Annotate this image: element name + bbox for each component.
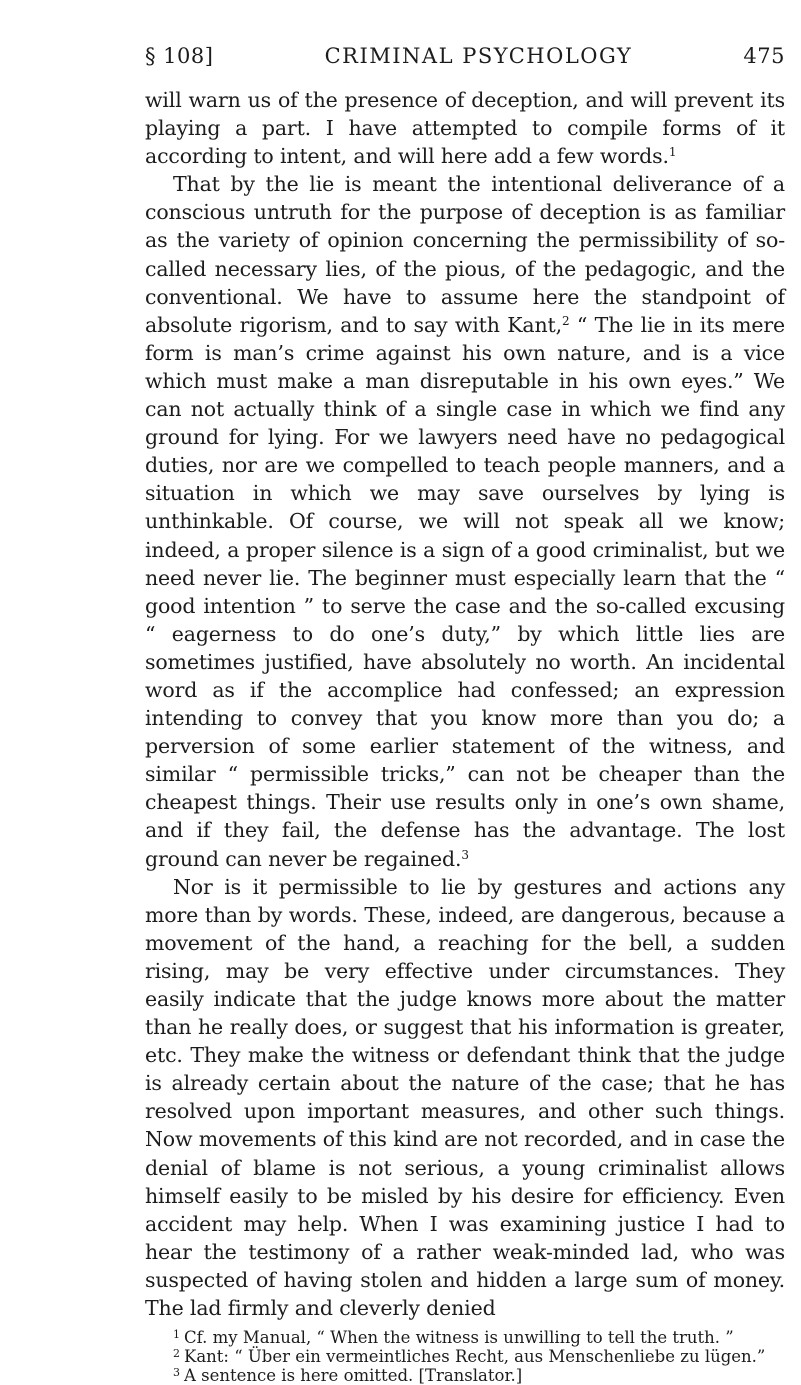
running-header bbox=[145, 44, 785, 68]
footnote bbox=[173, 1366, 785, 1385]
footnote-text: Kant: “ Über ein vermeintliches Recht, aus Menschenliebe zu lügen.” bbox=[184, 1347, 766, 1367]
paragraph-text: “ The lie in its mere form is man’s crime against his own nature, and is a vice which must make a man disreputable in his own eyes.” We can not actually think of a single case in which we find any ground for lying. For we lawyers need have no pedagogical duties, nor are we compelled to teach people manners, and a situation in which we may save ourselves by lying is unthinkable. Of course, we will not speak all we know; indeed, a proper silence is a sign of a good criminalist, but we need never lie. The beginner must especially learn that the “ good intention ” to serve the case and the so-called excusing “ eagerness to do one’s duty,” by which little lies are sometimes justified, have absolutely no worth. An incidental word as if the accomplice had confessed; an expression intending to convey that you know more than you do; a perversion of some earlier statement of the witness, and similar “ permissible tricks,” can not be cheaper than the cheapest things. Their use results only in one’s own shame, and if they fail, the defense has the advantage. The lost ground can never be regained. bbox=[145, 312, 785, 871]
footnote-mark: 2 bbox=[173, 1347, 180, 1361]
footnote-mark: 1 bbox=[173, 1328, 180, 1342]
paragraph bbox=[145, 873, 785, 1323]
footnotes bbox=[145, 1328, 785, 1385]
page-number: 475 bbox=[743, 44, 785, 68]
footnote-text: Cf. my Manual, “ When the witness is unwilling to tell the truth. ” bbox=[184, 1328, 734, 1348]
footnote-mark: 3 bbox=[173, 1366, 180, 1380]
footnote-ref: 1 bbox=[668, 145, 677, 160]
footnote-ref: 3 bbox=[461, 847, 469, 862]
footnote bbox=[173, 1347, 785, 1366]
paragraph-text: will warn us of the presence of deception, and will prevent its playing a part. I have attempted to compile forms of it according to intent, and will here add a few words. bbox=[145, 88, 785, 169]
paragraph-text: That by the lie is meant the intentional deliverance of a conscious untruth for the purpose of deception is as familiar as the variety of opinion concerning the permissibility of so-called necessary lies, of the pious, of the pedagogic, and the conventional. We have to assume here the standpoint of absolute rigorism, and to say with Kant, bbox=[145, 172, 785, 337]
footnote bbox=[173, 1328, 785, 1347]
body-text bbox=[145, 86, 785, 1322]
section-reference: § 108] bbox=[145, 44, 214, 68]
paragraph bbox=[145, 170, 785, 872]
book-page bbox=[145, 44, 785, 1385]
paragraph bbox=[145, 86, 785, 170]
footnote-ref: 2 bbox=[561, 313, 570, 328]
running-title: CRIMINAL PSYCHOLOGY bbox=[324, 44, 633, 68]
footnote-text: A sentence is here omitted. [Translator.] bbox=[184, 1366, 523, 1385]
paragraph-text: Nor is it permissible to lie by gestures and actions any more than by words. These, indeed, are dangerous, because a movement of the hand, a reaching for the bell, a sudden rising, may be very effective under circumstances. They easily indicate that the judge knows more about the matter than he really does, or suggest that his information is greater, etc. They make the witness or defendant think that the judge is already certain about the nature of the case; that he has resolved upon important measures, and other such things. Now movements of this kind are not recorded, and in case the denial of blame is not serious, a young criminalist allows himself easily to be misled by his desire for efficiency. Even accident may help. When I was examining justice I had to hear the testimony of a rather weak-minded lad, who was suspected of having stolen and hidden a large sum of money. The lad firmly and cleverly denied bbox=[145, 874, 785, 1321]
